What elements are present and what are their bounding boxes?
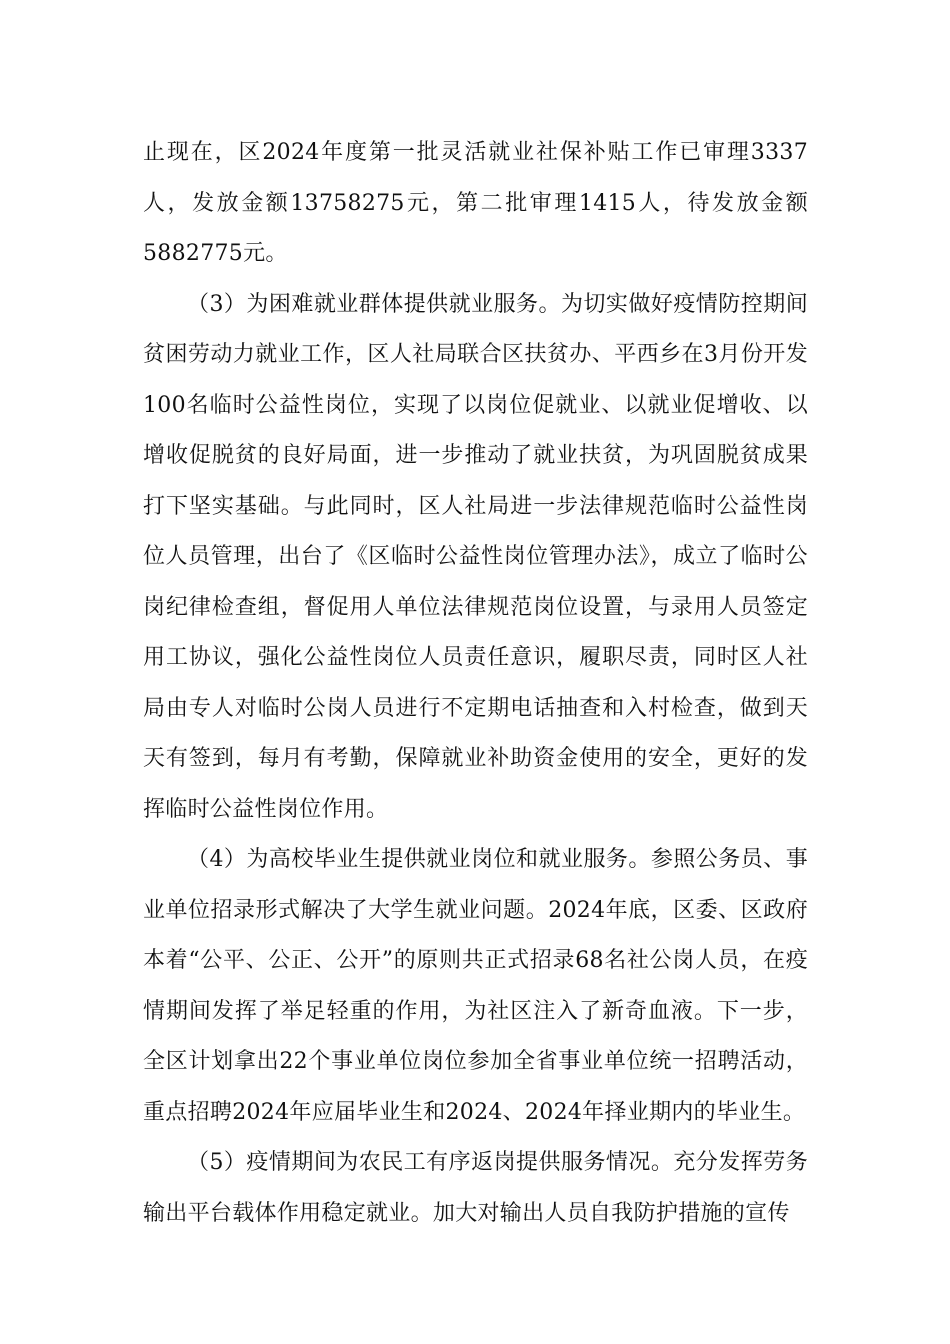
paragraph-continuation: 止现在，区2024年度第一批灵活就业社保补贴工作已审理3337人，发放金额13758275元，第二批审理1415人，待发放金额5882775元。: [143, 140, 808, 266]
paragraph-item-4: （4）为高校毕业生提供就业岗位和就业服务。参照公务员、事业单位招录形式解决了大学生就业问题。2024年底，区委、区政府本着“公平、公正、公开”的原则共正式招录68名社公岗人员，在疫情期间发挥了举足轻重的作用，为社区注入了新奇血液。下一步，全区计划拿出22个事业单位岗位参加全省事业单位统一招聘活动，重点招聘2024年应届毕业生和2024、2024年择业期内的毕业生。: [143, 847, 808, 1125]
document-body: [143, 128, 808, 1239]
paragraph-item-3: （3）为困难就业群体提供就业服务。为切实做好疫情防控期间贫困劳动力就业工作，区人社局联合区扶贫办、平西乡在3月份开发100名临时公益性岗位，实现了以岗位促就业、以就业促增收、以增收促脱贫的良好局面，进一步推动了就业扶贫，为巩固脱贫成果打下坚实基础。与此同时，区人社局进一步法律规范临时公益性岗位人员管理，出台了《区临时公益性岗位管理办法》，成立了临时公岗纪律检查组，督促用人单位法律规范岗位设置，与录用人员签定用工协议，强化公益性岗位人员责任意识，履职尽责，同时区人社局由专人对临时公岗人员进行不定期电话抽查和入村检查，做到天天有签到，每月有考勤，保障就业补助资金使用的安全，更好的发挥临时公益性岗位作用。: [143, 291, 808, 822]
paragraph-item-5: （5）疫情期间为农民工有序返岗提供服务情况。充分发挥劳务输出平台载体作用稳定就业。加大对输出人员自我防护措施的宣传: [143, 1150, 808, 1226]
